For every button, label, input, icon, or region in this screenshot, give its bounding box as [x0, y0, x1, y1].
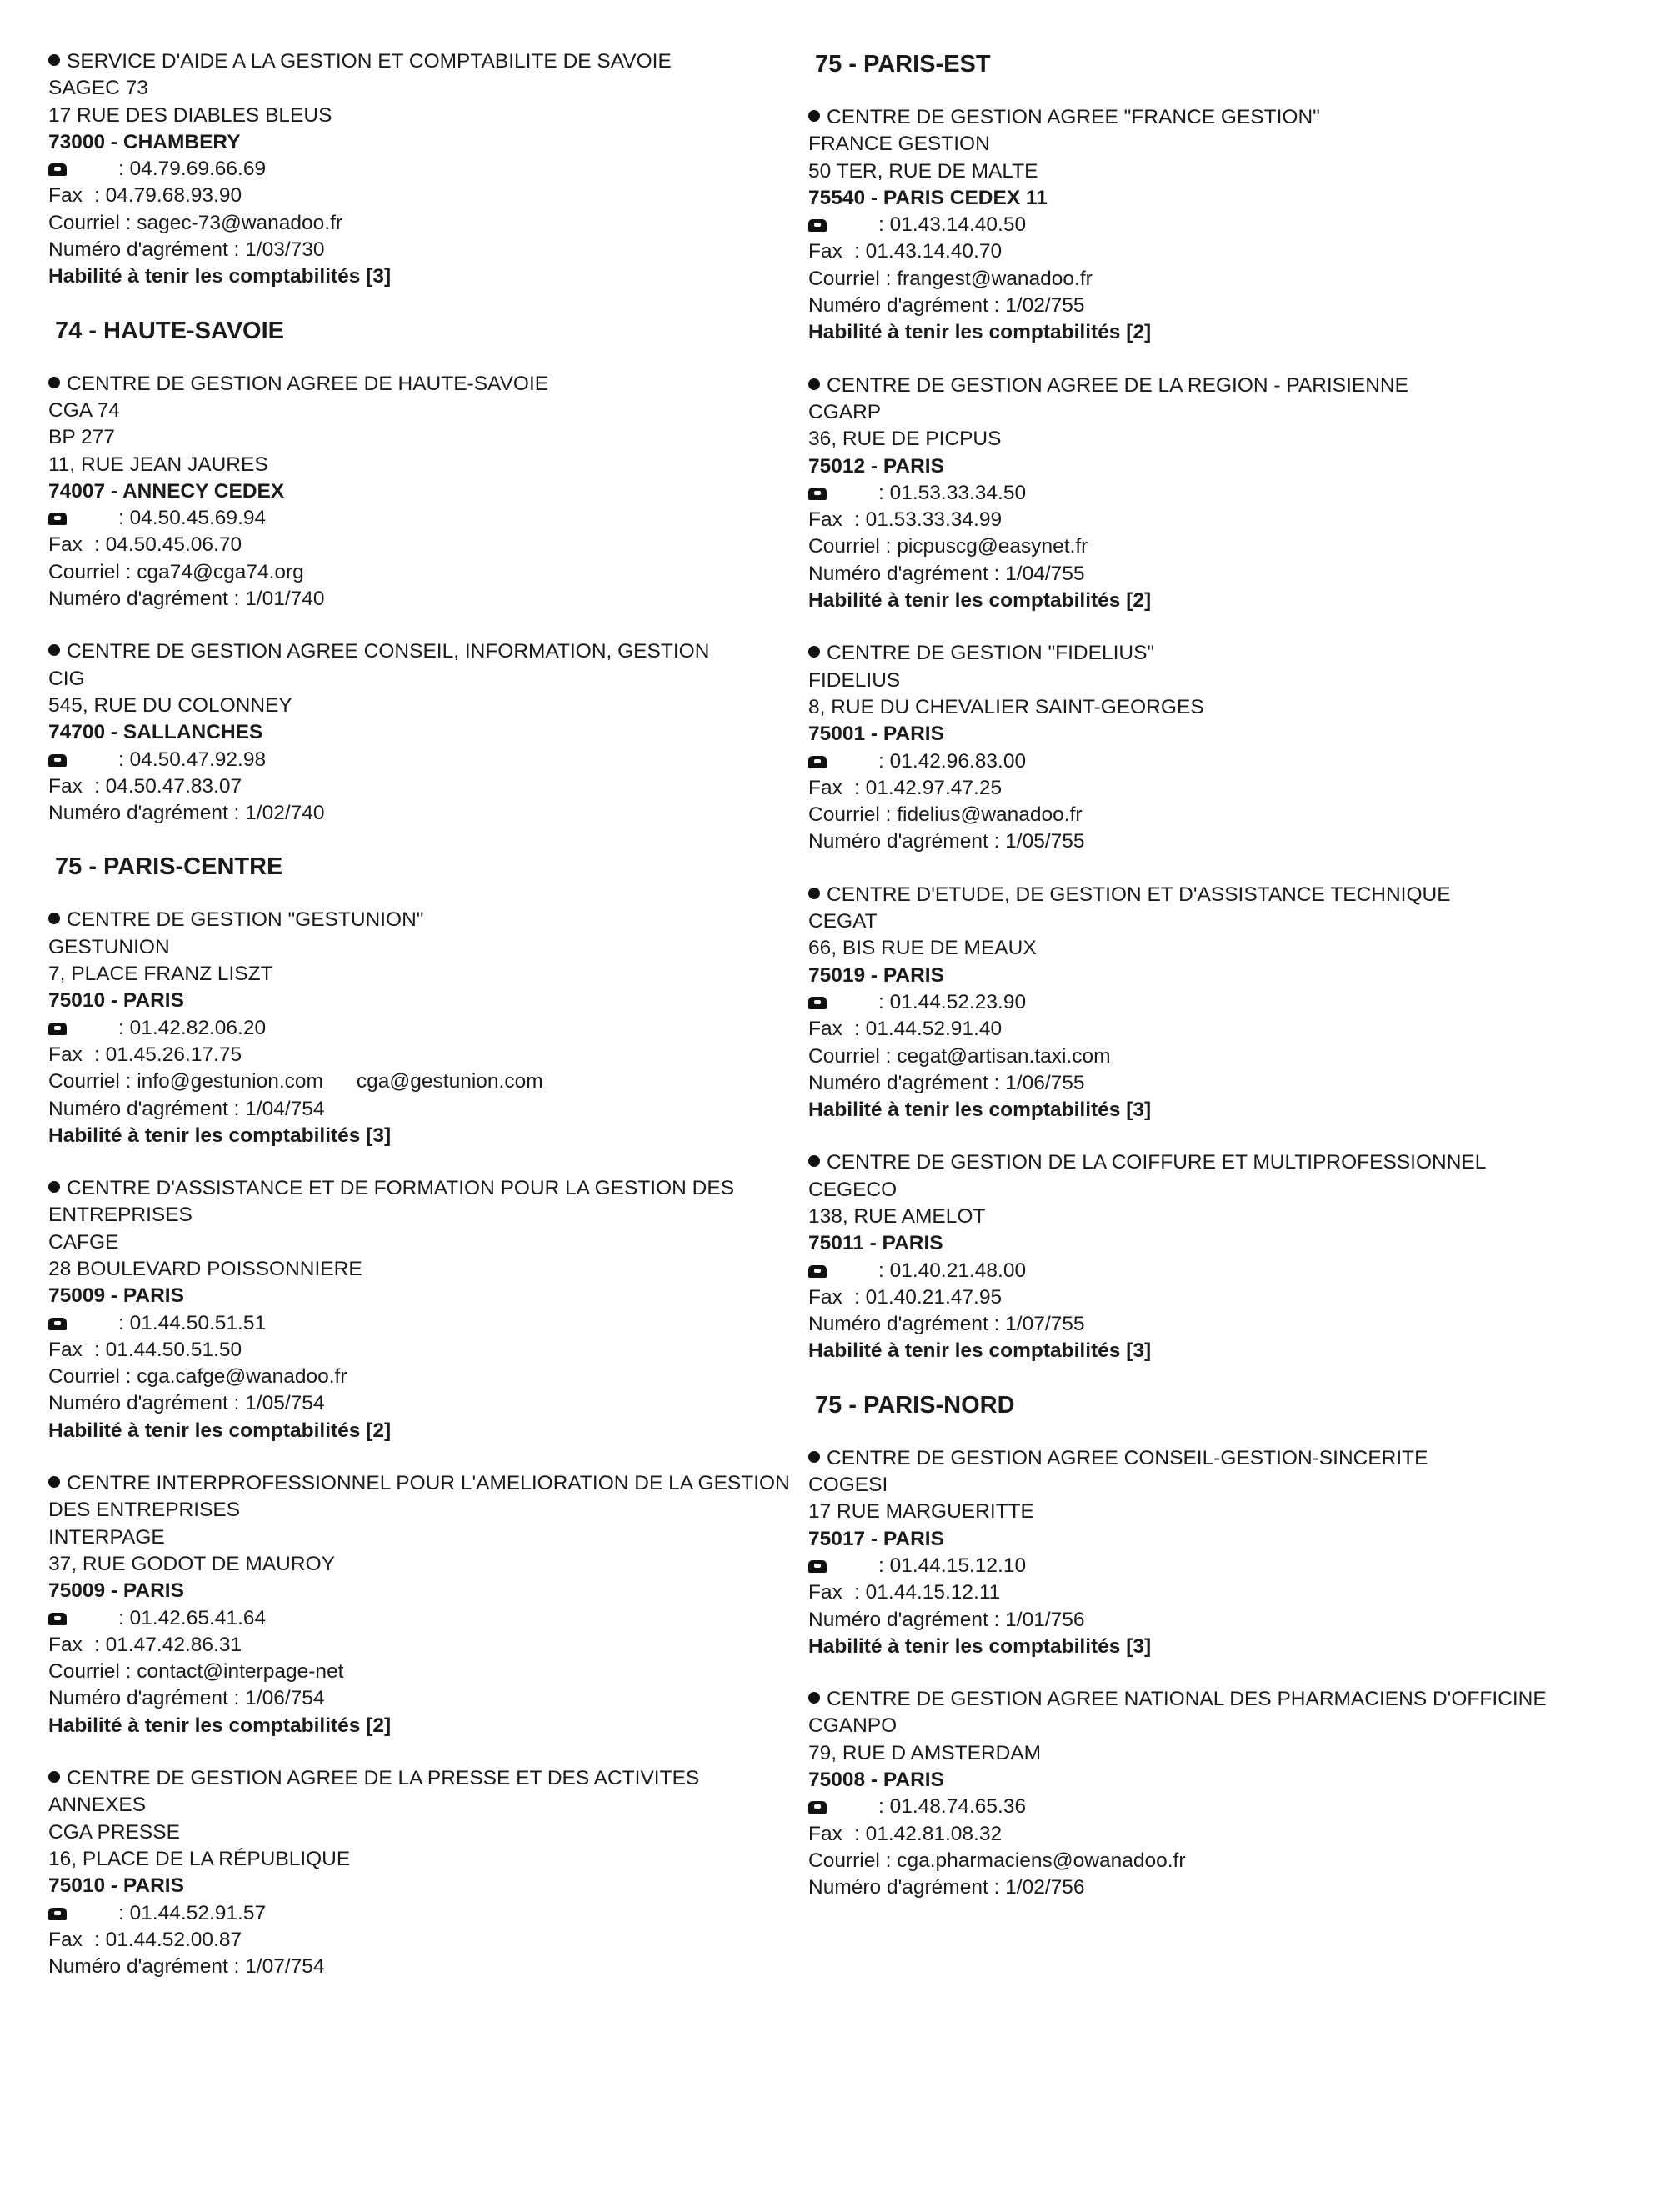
entry-acronym: CEGAT: [808, 910, 878, 933]
email-address: Courriel : fidelius@wanadoo.fr: [808, 803, 1082, 827]
entry-habilite: Habilité à tenir les comptabilités [3]: [48, 1124, 392, 1147]
phone-icon: [808, 1560, 827, 1573]
fax-number: : 01.42.81.08.32: [854, 1822, 1002, 1845]
bullet-icon: [48, 913, 60, 924]
entry-email: [808, 802, 1633, 828]
directory-entry: [808, 640, 1633, 855]
entry-phone: [808, 212, 1633, 238]
fax-number: : 04.79.68.93.90: [94, 184, 242, 208]
fax-number: : 01.44.52.00.87: [94, 1928, 242, 1951]
entry-acronym: FRANCE GESTION: [808, 133, 990, 156]
entry-habilite: Habilité à tenir les comptabilités [3]: [808, 1634, 1152, 1658]
entry-acronym: INTERPAGE: [48, 1525, 165, 1549]
entry-address: BP 277: [48, 426, 115, 449]
entry-acronym: SAGEC 73: [48, 77, 148, 100]
phone-icon: [48, 1318, 67, 1330]
entry-name-text: CENTRE DE GESTION AGREE CONSEIL-GESTION-SINCERITE: [827, 1446, 1428, 1469]
entry-acronym: CEGECO: [808, 1178, 898, 1201]
phone-icon: [48, 513, 67, 525]
entry-acronym: CGA PRESSE: [48, 1820, 180, 1844]
entry-fax: [48, 1042, 798, 1068]
phone-number: : 01.53.33.34.50: [878, 481, 1027, 504]
phone-label: [808, 748, 878, 775]
bullet-icon: [48, 1771, 60, 1783]
phone-number: : 01.44.15.12.10: [878, 1554, 1027, 1577]
entry-name: [48, 48, 798, 75]
fax-label: Fax: [808, 1822, 842, 1845]
entry-phone: [808, 1258, 1633, 1284]
entry-fax: [808, 507, 1633, 533]
entry-city: 75009 - PARIS: [48, 1284, 184, 1308]
entry-address: 16, PLACE DE LA RÉPUBLIQUE: [48, 1847, 351, 1870]
entry-fax: [48, 773, 798, 800]
phone-icon: [48, 1908, 67, 1920]
entry-email: [808, 1043, 1633, 1070]
entry-acronym: CGA 74: [48, 398, 120, 422]
entry-acronym: GESTUNION: [48, 935, 170, 958]
entry-name-text: CENTRE DE GESTION AGREE "FRANCE GESTION": [827, 106, 1320, 128]
entry-name: [48, 907, 798, 933]
entry-address: 7, PLACE FRANZ LISZT: [48, 963, 273, 986]
entry-phone: [48, 747, 798, 773]
entry-habilite: Habilité à tenir les comptabilités [2]: [48, 1419, 392, 1442]
phone-label: [48, 1605, 118, 1632]
phone-label: [808, 480, 878, 507]
entry-agrement: Numéro d'agrément : 1/03/730: [48, 238, 325, 262]
fax-label: Fax: [808, 776, 842, 799]
directory-entry: [48, 371, 798, 613]
phone-label: [808, 1794, 878, 1820]
fax-number: : 01.43.14.40.70: [854, 240, 1002, 263]
fax-label: Fax: [48, 1928, 82, 1951]
entry-name-text: CENTRE DE GESTION AGREE DE HAUTE-SAVOIE: [67, 372, 549, 395]
phone-number: : 04.79.69.66.69: [118, 158, 267, 181]
fax-label: Fax: [808, 240, 842, 263]
entry-city: 75017 - PARIS: [808, 1527, 944, 1550]
entry-name-text: CENTRE DE GESTION "GESTUNION": [67, 908, 424, 932]
email-address: Courriel : frangest@wanadoo.fr: [808, 267, 1092, 290]
entry-address: 37, RUE GODOT DE MAUROY: [48, 1552, 335, 1575]
entry-fax: [808, 1821, 1633, 1848]
fax-label: Fax: [808, 508, 842, 532]
email-address: Courriel : cga.pharmaciens@owanadoo.fr: [808, 1849, 1186, 1872]
entry-habilite: Habilité à tenir les comptabilités [2]: [808, 589, 1152, 613]
entry-address: 11, RUE JEAN JAURES: [48, 453, 268, 476]
entry-fax: [808, 1579, 1633, 1606]
entry-fax: [48, 1927, 798, 1954]
phone-label: [48, 1900, 118, 1927]
entry-city: 75012 - PARIS: [808, 454, 944, 478]
entry-name: [808, 373, 1633, 399]
phone-number: : 04.50.45.69.94: [118, 507, 267, 530]
directory-entry: [48, 48, 798, 291]
email-address: Courriel : sagec-73@wanadoo.fr: [48, 211, 343, 234]
entry-name: [808, 1686, 1633, 1713]
phone-label: [808, 212, 878, 238]
bullet-icon: [808, 1155, 820, 1167]
email-address: Courriel : picpuscg@easynet.fr: [808, 535, 1088, 558]
entry-agrement: Numéro d'agrément : 1/01/740: [48, 588, 325, 611]
entry-email: [48, 559, 798, 586]
entry-phone: [48, 1310, 798, 1337]
phone-label: [808, 989, 878, 1016]
entry-habilite: Habilité à tenir les comptabilités [3]: [808, 1339, 1152, 1363]
entry-city: 75010 - PARIS: [48, 1874, 184, 1898]
entry-phone: [48, 1605, 798, 1632]
entry-email: [48, 1659, 798, 1685]
entry-name: [808, 1445, 1633, 1472]
email-address: Courriel : cga74@cga74.org: [48, 560, 304, 583]
bullet-icon: [808, 646, 820, 658]
entry-agrement: Numéro d'agrément : 1/02/756: [808, 1876, 1085, 1899]
entry-city: 74700 - SALLANCHES: [48, 721, 263, 744]
email-address: Courriel : info@gestunion.com: [48, 1070, 323, 1093]
directory-entry: [48, 1470, 798, 1739]
entry-city: 75019 - PARIS: [808, 963, 944, 987]
entry-habilite: Habilité à tenir les comptabilités [3]: [808, 1098, 1152, 1122]
entry-address: 66, BIS RUE DE MEAUX: [808, 937, 1037, 960]
entry-name-text: CENTRE DE GESTION "FIDELIUS": [827, 642, 1155, 665]
fax-number: : 04.50.47.83.07: [94, 774, 242, 798]
bullet-icon: [808, 888, 820, 899]
directory-entry: [808, 1149, 1633, 1364]
entry-phone: [808, 480, 1633, 507]
entry-acronym: COGESI: [808, 1474, 888, 1497]
phone-number: : 01.42.96.83.00: [878, 749, 1027, 773]
entry-agrement: Numéro d'agrément : 1/02/755: [808, 294, 1085, 318]
phone-icon: [808, 1265, 827, 1278]
entry-acronym: CGANPO: [808, 1714, 898, 1738]
phone-label: [48, 156, 118, 183]
bullet-icon: [48, 644, 60, 656]
phone-number: : 01.42.82.06.20: [118, 1016, 267, 1039]
phone-label: [48, 1015, 118, 1042]
fax-label: Fax: [808, 1018, 842, 1041]
phone-icon: [808, 488, 827, 500]
entry-phone: [48, 156, 798, 183]
entry-city: 75001 - PARIS: [808, 723, 944, 746]
entry-name-text: CENTRE DE GESTION AGREE CONSEIL, INFORMATION, GESTION: [67, 640, 710, 663]
entry-email: [48, 210, 798, 237]
directory-entry: [808, 373, 1633, 615]
phone-label: [48, 1310, 118, 1337]
phone-icon: [808, 1801, 827, 1814]
entry-city: 74007 - ANNECY CEDEX: [48, 479, 285, 503]
entry-name-text: CENTRE DE GESTION AGREE DE LA REGION - PARISIENNE: [827, 373, 1408, 397]
entry-fax: [808, 1016, 1633, 1043]
entry-name: [808, 104, 1633, 131]
directory-entry: [808, 1686, 1633, 1901]
entry-city: 75540 - PARIS CEDEX 11: [808, 186, 1048, 209]
entry-phone: [808, 748, 1633, 775]
entry-city: 73000 - CHAMBERY: [48, 130, 241, 153]
fax-label: Fax: [808, 1581, 842, 1604]
fax-label: Fax: [808, 1285, 842, 1309]
region-heading: 75 - PARIS-CENTRE: [55, 853, 283, 881]
entry-city: 75008 - PARIS: [808, 1769, 944, 1792]
phone-icon: [48, 163, 67, 176]
entry-agrement: Numéro d'agrément : 1/07/754: [48, 1955, 325, 1979]
directory-entry: [48, 1175, 798, 1444]
entry-name-text: CENTRE DE GESTION AGREE DE LA PRESSE ET DES ACTIVITES ANNEXES: [48, 1767, 700, 1817]
phone-number: : 01.42.65.41.64: [118, 1606, 267, 1629]
entry-fax: [808, 238, 1633, 265]
entry-name: [48, 371, 798, 398]
entry-acronym: FIDELIUS: [808, 668, 901, 692]
entry-address: 50 TER, RUE DE MALTE: [808, 159, 1038, 183]
entry-name: [48, 1175, 798, 1229]
entry-email: [808, 533, 1633, 560]
entry-fax: [48, 183, 798, 209]
entry-address: 17 RUE DES DIABLES BLEUS: [48, 103, 332, 127]
phone-icon: [808, 997, 827, 1009]
directory-entry: [808, 104, 1633, 347]
bullet-icon: [48, 54, 60, 66]
bullet-icon: [48, 1476, 60, 1488]
bullet-icon: [808, 1692, 820, 1704]
entry-name-text: SERVICE D'AIDE A LA GESTION ET COMPTABILITE DE SAVOIE: [67, 50, 672, 73]
fax-number: : 01.45.26.17.75: [94, 1043, 242, 1066]
phone-icon: [808, 756, 827, 768]
phone-number: : 01.48.74.65.36: [878, 1795, 1027, 1819]
entry-name: [48, 638, 798, 665]
directory-entry: [808, 1445, 1633, 1660]
entry-agrement: Numéro d'agrément : 1/06/755: [808, 1071, 1085, 1094]
entry-name-text: CENTRE DE GESTION AGREE NATIONAL DES PHARMACIENS D'OFFICINE: [827, 1688, 1547, 1711]
entry-fax: [808, 1284, 1633, 1311]
directory-entry: [48, 1765, 798, 1980]
fax-label: Fax: [48, 533, 82, 557]
entry-fax: [808, 775, 1633, 802]
directory-entry: [808, 882, 1633, 1124]
entry-agrement: Numéro d'agrément : 1/04/755: [808, 562, 1085, 585]
entry-address: 545, RUE DU COLONNEY: [48, 693, 292, 717]
entry-agrement: Numéro d'agrément : 1/06/754: [48, 1687, 325, 1710]
fax-label: Fax: [48, 1043, 82, 1066]
entry-agrement: Numéro d'agrément : 1/02/740: [48, 802, 325, 825]
right-column: [808, 48, 1633, 1928]
entry-phone: [808, 1794, 1633, 1820]
entry-city: 75011 - PARIS: [808, 1232, 943, 1255]
phone-icon: [808, 219, 827, 232]
entry-city: 75010 - PARIS: [48, 989, 184, 1013]
entry-phone: [48, 505, 798, 532]
entry-fax: [48, 532, 798, 558]
entry-agrement: Numéro d'agrément : 1/07/755: [808, 1313, 1085, 1336]
entry-name: [48, 1470, 798, 1524]
directory-entry: [48, 907, 798, 1149]
phone-number: : 04.50.47.92.98: [118, 748, 267, 771]
fax-number: : 01.44.50.51.50: [94, 1338, 242, 1361]
phone-label: [48, 747, 118, 773]
region-heading: 75 - PARIS-EST: [815, 51, 991, 78]
fax-label: Fax: [48, 774, 82, 798]
entry-acronym: CIG: [48, 667, 85, 690]
fax-label: Fax: [48, 1633, 82, 1656]
phone-icon: [48, 1613, 67, 1625]
entry-name-text: CENTRE D'ETUDE, DE GESTION ET D'ASSISTANCE TECHNIQUE: [827, 883, 1451, 906]
entry-name-text: CENTRE D'ASSISTANCE ET DE FORMATION POUR LA GESTION DES ENTREPRISES: [48, 1177, 735, 1227]
entry-address: 28 BOULEVARD POISSONNIERE: [48, 1257, 362, 1280]
phone-number: : 01.40.21.48.00: [878, 1259, 1027, 1282]
fax-number: : 01.44.52.91.40: [854, 1018, 1002, 1041]
phone-label: [808, 1553, 878, 1579]
entry-acronym: CGARP: [808, 400, 882, 423]
phone-number: : 01.44.52.23.90: [878, 990, 1027, 1013]
entry-agrement: Numéro d'agrément : 1/01/756: [808, 1608, 1085, 1631]
entry-habilite: Habilité à tenir les comptabilités [3]: [48, 265, 392, 288]
bullet-icon: [808, 1451, 820, 1463]
fax-number: : 01.44.15.12.11: [854, 1581, 1001, 1604]
bullet-icon: [48, 1181, 60, 1193]
entry-habilite: Habilité à tenir les comptabilités [2]: [48, 1714, 392, 1737]
region-heading: 74 - HAUTE-SAVOIE: [55, 317, 285, 344]
entry-address: 79, RUE D AMSTERDAM: [808, 1741, 1042, 1764]
phone-label: [808, 1258, 878, 1284]
entry-email: [808, 1848, 1633, 1874]
phone-label: [48, 505, 118, 532]
fax-label: Fax: [48, 184, 82, 208]
entry-address: 36, RUE DE PICPUS: [808, 428, 1002, 451]
entry-name: [808, 882, 1633, 908]
fax-number: : 01.53.33.34.99: [854, 508, 1002, 532]
fax-label: Fax: [48, 1338, 82, 1361]
email-address: Courriel : cga.cafge@wanadoo.fr: [48, 1365, 348, 1389]
entry-phone: [808, 1553, 1633, 1579]
entry-fax: [48, 1337, 798, 1364]
fax-number: : 01.42.97.47.25: [854, 776, 1002, 799]
phone-number: : 01.44.50.51.51: [118, 1311, 267, 1334]
entry-phone: [48, 1015, 798, 1042]
fax-number: : 01.47.42.86.31: [94, 1633, 242, 1656]
region-heading: 75 - PARIS-NORD: [815, 1391, 1015, 1419]
entry-address: 138, RUE AMELOT: [808, 1204, 986, 1228]
entry-phone: [48, 1900, 798, 1927]
entry-agrement: Numéro d'agrément : 1/05/754: [48, 1392, 325, 1415]
entry-agrement: Numéro d'agrément : 1/04/754: [48, 1097, 325, 1120]
email-address: Courriel : contact@interpage-net: [48, 1660, 344, 1684]
entry-email: [48, 1364, 798, 1390]
directory-entry: [48, 638, 798, 827]
entry-acronym: CAFGE: [48, 1230, 119, 1254]
phone-icon: [48, 754, 67, 767]
entry-email: [808, 266, 1633, 293]
entry-city: 75009 - PARIS: [48, 1579, 184, 1603]
email-address-secondary: cga@gestunion.com: [356, 1070, 543, 1093]
email-address: Courriel : cegat@artisan.taxi.com: [808, 1044, 1111, 1068]
phone-icon: [48, 1023, 67, 1035]
fax-number: : 01.40.21.47.95: [854, 1285, 1002, 1309]
entry-habilite: Habilité à tenir les comptabilités [2]: [808, 321, 1152, 344]
entry-email: [48, 1068, 798, 1095]
bullet-icon: [808, 378, 820, 390]
entry-phone: [808, 989, 1633, 1016]
fax-number: : 04.50.45.06.70: [94, 533, 242, 557]
left-column: [48, 48, 798, 2006]
entry-name: [808, 640, 1633, 667]
entry-name: [48, 1765, 798, 1819]
bullet-icon: [808, 110, 820, 122]
entry-address: 8, RUE DU CHEVALIER SAINT-GEORGES: [808, 695, 1204, 718]
entry-fax: [48, 1632, 798, 1659]
phone-number: : 01.43.14.40.50: [878, 213, 1027, 237]
entry-name-text: CENTRE INTERPROFESSIONNEL POUR L'AMELIORATION DE LA GESTION DES ENTREPRISES: [48, 1472, 790, 1522]
entry-agrement: Numéro d'agrément : 1/05/755: [808, 830, 1085, 853]
entry-name: [808, 1149, 1633, 1176]
phone-number: : 01.44.52.91.57: [118, 1901, 267, 1924]
entry-address: 17 RUE MARGUERITTE: [808, 1500, 1034, 1524]
bullet-icon: [48, 377, 60, 388]
entry-name-text: CENTRE DE GESTION DE LA COIFFURE ET MULTIPROFESSIONNEL: [827, 1151, 1487, 1174]
